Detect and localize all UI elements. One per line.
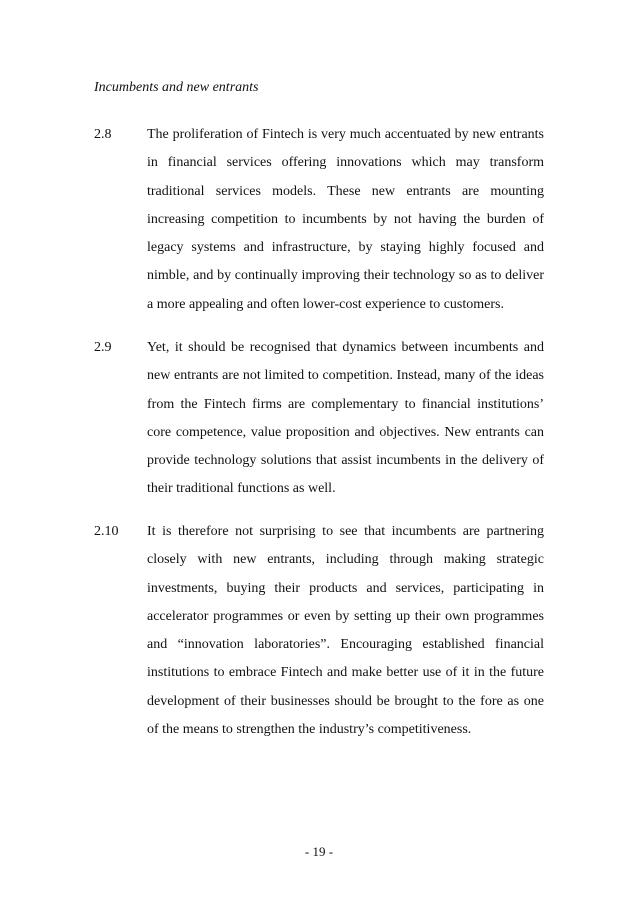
section-heading: Incumbents and new entrants bbox=[94, 80, 259, 95]
paragraph-number: 2.10 bbox=[94, 524, 119, 539]
paragraph-text: Yet, it should be recognised that dynamics between incumbents and new entrants are not limited to competition. Instead, many of the ideas from the Fintech firms are complementary to financial institutions’ core competence, value proposition and objectives. New entrants can provide technology solutions that assist incumbents in the delivery of their traditional functions as well. bbox=[147, 340, 544, 497]
paragraph-2-10 bbox=[94, 518, 544, 744]
paragraph-number: 2.9 bbox=[94, 340, 112, 355]
paragraph-number: 2.8 bbox=[94, 127, 112, 142]
paragraph-2-8 bbox=[94, 121, 544, 319]
paragraph-text: It is therefore not surprising to see that incumbents are partnering closely with new entrants, including through making strategic investments, buying their products and services, participating in accelerator programmes or even by setting up their own programmes and “innovation laboratories”. Encouraging established financial institutions to embrace Fintech and make better use of it in the future development of their businesses should be brought to the fore as one of the means to strengthen the industry’s competitiveness. bbox=[147, 524, 544, 738]
paragraph-text: The proliferation of Fintech is very much accentuated by new entrants in financial services offering innovations which may transform traditional services models. These new entrants are mounting increasing competition to incumbents by not having the burden of legacy systems and infrastructure, by staying highly focused and nimble, and by continually improving their technology so as to deliver a more appealing and often lower-cost experience to customers. bbox=[147, 127, 544, 312]
page-number: - 19 - bbox=[304, 844, 334, 859]
paragraph-2-9 bbox=[94, 334, 544, 504]
